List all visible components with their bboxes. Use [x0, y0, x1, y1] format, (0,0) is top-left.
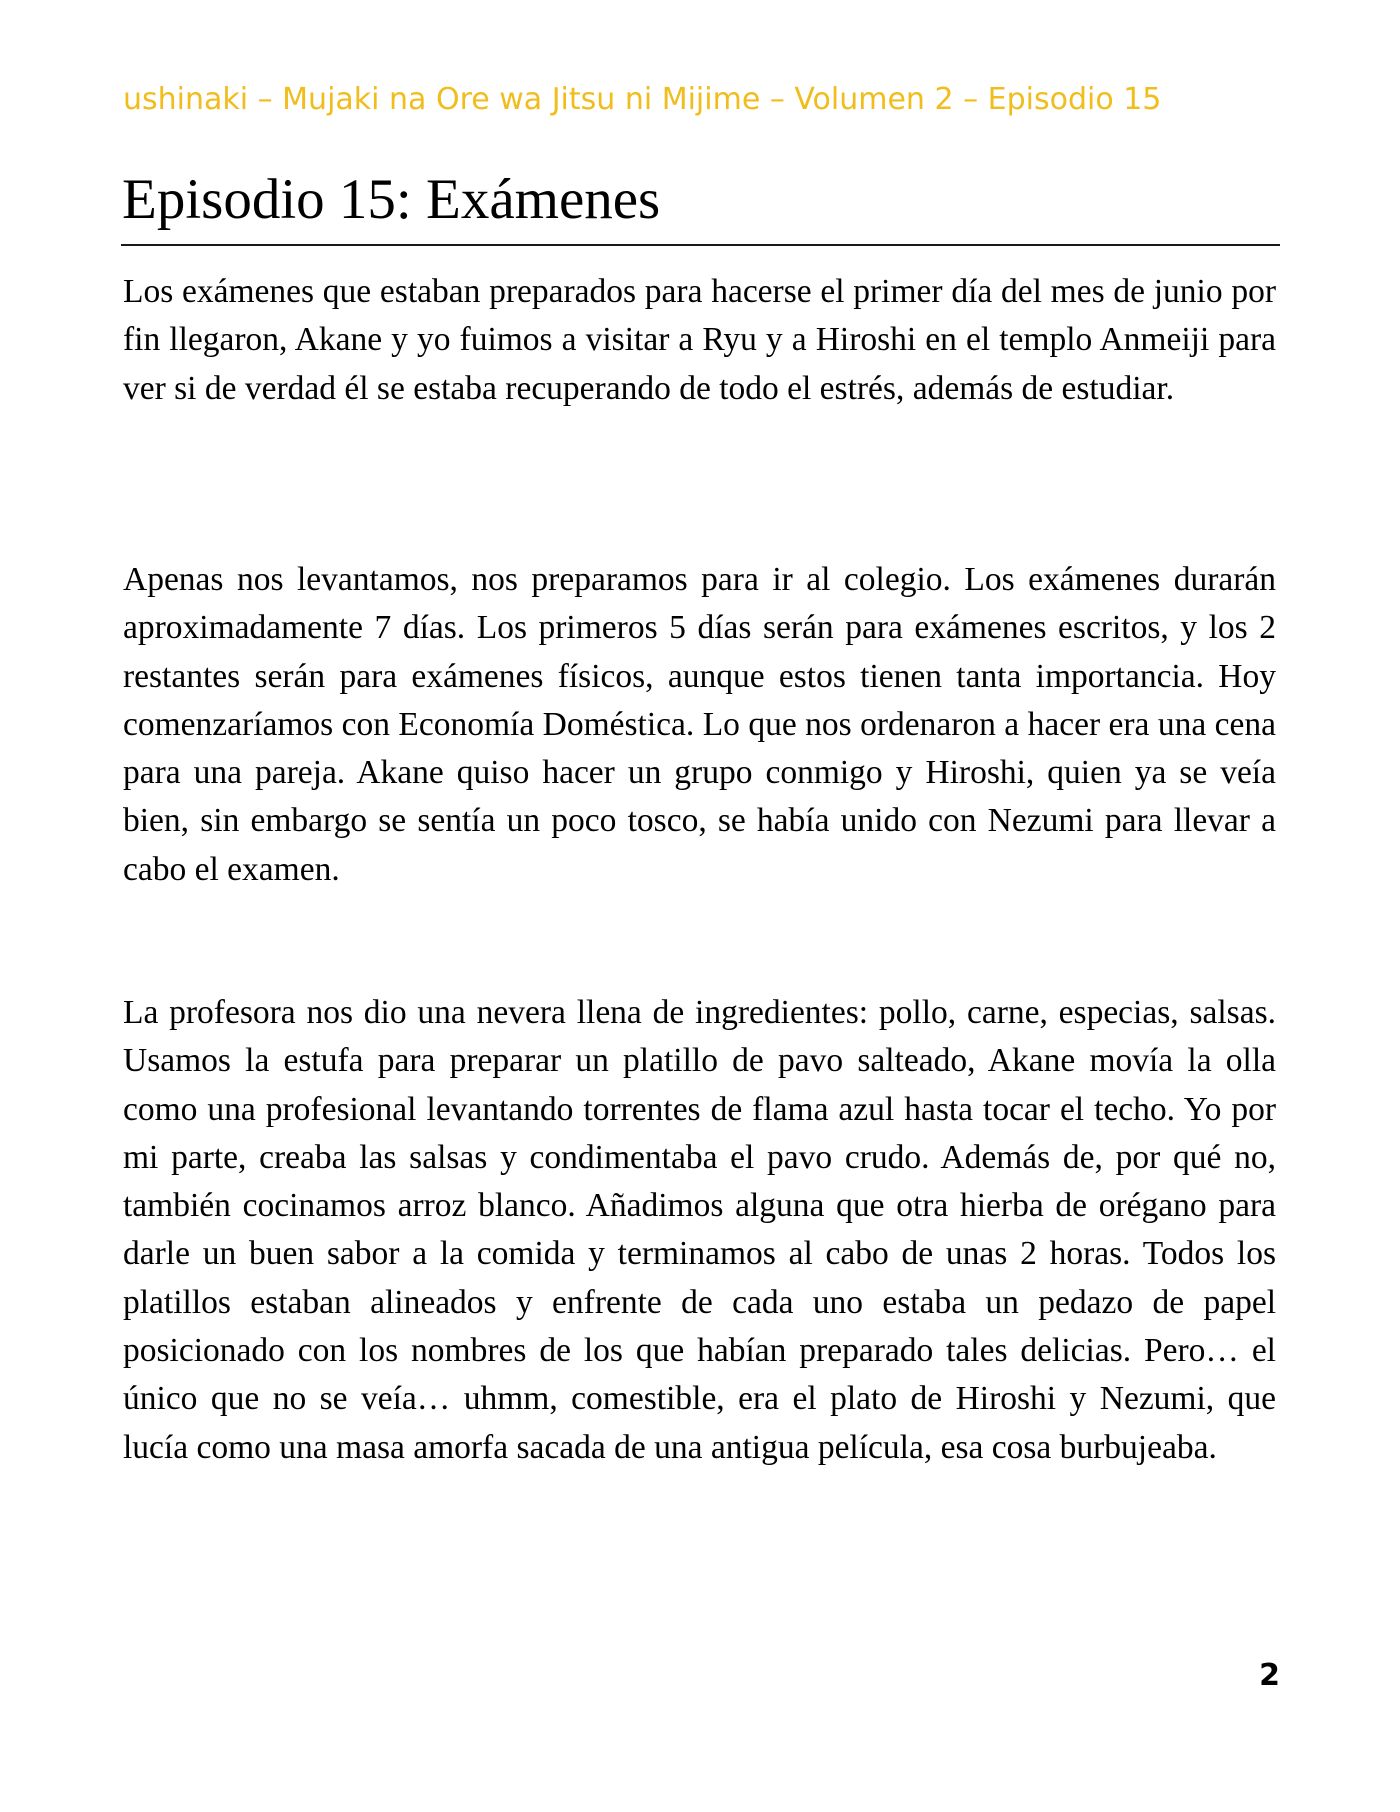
running-header: ushinaki – Mujaki na Ore wa Jitsu ni Mijime – Volumen 2 – Episodio 15 [123, 82, 1162, 117]
chapter-title: Episodio 15: Exámenes [122, 168, 661, 231]
paragraph-1: Los exámenes que estaban preparados para hacerse el primer día del mes de junio por fin llegaron, Akane y yo fuimos a visitar a Ryu y a Hiroshi en el templo Anmeiji para ver si de verdad él se estaba recuperando de todo el estrés, además de estudiar. [123, 273, 1276, 407]
title-underline-rule [121, 244, 1280, 246]
page-number: 2 [1259, 1658, 1280, 1693]
paragraph-2: Apenas nos levantamos, nos preparamos para ir al colegio. Los exámenes durarán aproximadamente 7 días. Los primeros 5 días serán para exámenes escritos, y los 2 restantes serán para exámenes físicos, aunque estos tienen tanta importancia. Hoy comenzaríamos con Economía Doméstica. Lo que nos ordenaron a hacer era una cena para una pareja. Akane quiso hacer un grupo conmigo y Hiroshi, quien ya se veía bien, sin embargo se sentía un poco tosco, se había unido con Nezumi para llevar a cabo el examen. [123, 561, 1276, 888]
paragraph-3: La profesora nos dio una nevera llena de ingredientes: pollo, carne, especias, salsas. Usamos la estufa para preparar un platillo de pavo salteado, Akane movía la olla como una profesional levantando torrentes de flama azul hasta tocar el techo. Yo por mi parte, creaba las salsas y condimentaba el pavo crudo. Además de, por qué no, también cocinamos arroz blanco. Añadimos alguna que otra hierba de orégano para darle un buen sabor a la comida y terminamos al cabo de unas 2 horas. Todos los platillos estaban alineados y enfrente de cada uno estaba un pedazo de papel posicionado con los nombres de los que habían preparado tales delicias. Pero… el único que no se veía… uhmm, comestible, era el plato de Hiroshi y Nezumi, que lucía como una masa amorfa sacada de una antigua película, esa cosa burbujeaba. [123, 994, 1276, 1466]
